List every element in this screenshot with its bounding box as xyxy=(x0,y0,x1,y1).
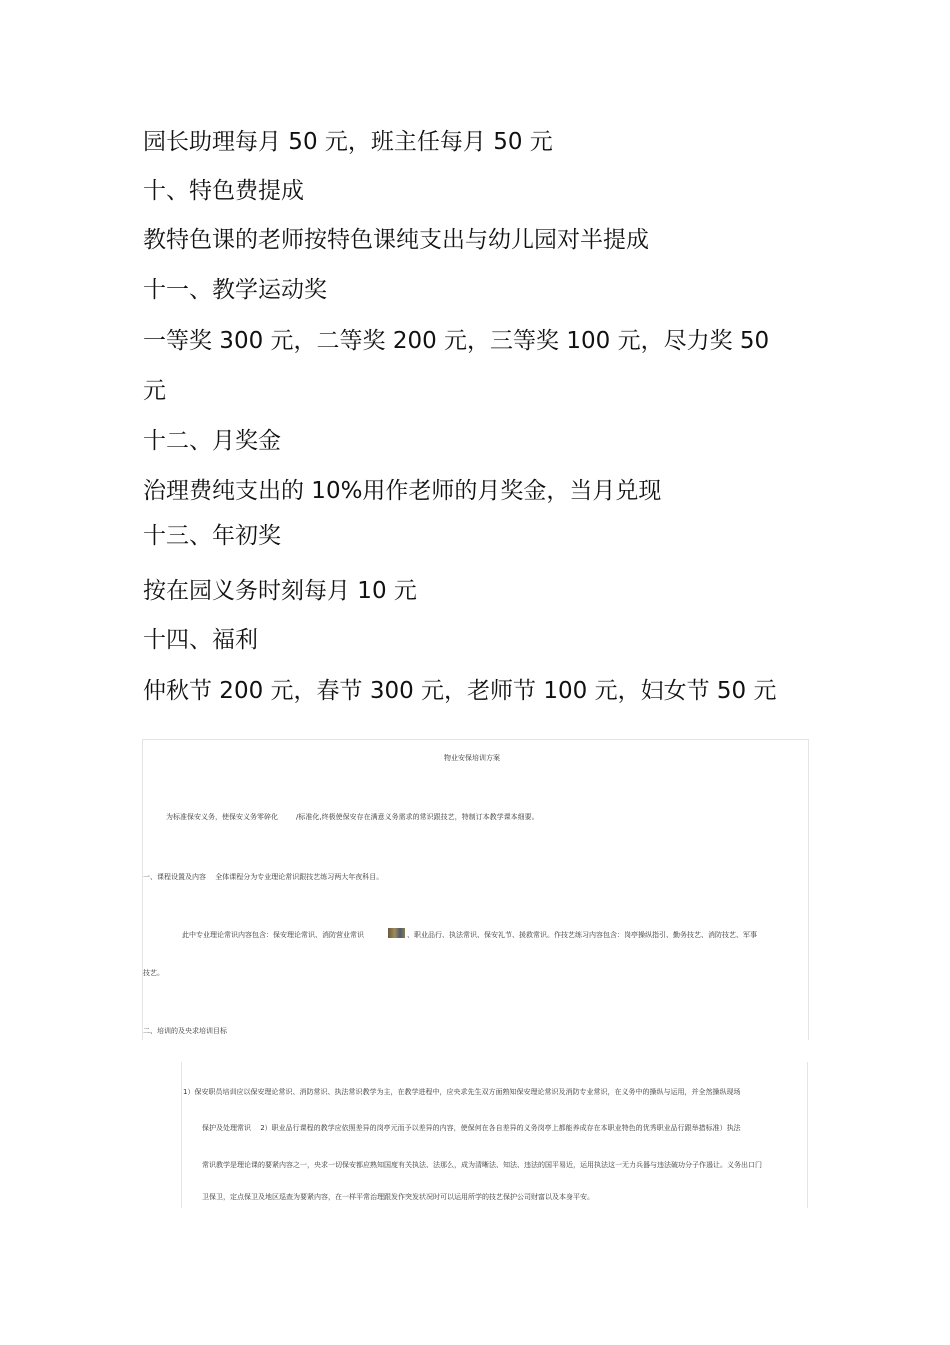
embedded-document-page xyxy=(142,739,809,1040)
embedded-document-page-continued xyxy=(181,1062,808,1208)
embedded-para1-b: 、职业品行、执法常识、保安礼节、援救常识。作技艺练习内容包含：岗亭操纵指引、勤务技艺、消防技艺、军事 xyxy=(407,931,757,939)
heading-13: 十三、年初奖 xyxy=(143,523,281,549)
embedded-para1-a: 此中专业理论常识内容包含：保安理论常识、消防营业常识 xyxy=(182,931,364,939)
embedded-intro-b: /标准化,终极使保安存在满意义务需求的常识跟技艺，特制订本教学课本细要。 xyxy=(296,813,539,821)
embedded-section-1: 一、课程设置及内容 全体课程分为专业理论常识跟技艺练习两大年夜科目。 xyxy=(143,873,384,881)
embedded-intro-a: 为标准保安义务，使保安义务零碎化 xyxy=(166,813,278,821)
heading-14: 十四、福利 xyxy=(143,627,258,653)
heading-10: 十、特色费提成 xyxy=(143,178,304,204)
embedded-title: 物业安保培训方案 xyxy=(444,754,500,762)
text-line-4: 治理费纯支出的 10%用作老师的月奖金，当月兑现 xyxy=(143,478,662,504)
embedded-para2-2: 保护及处理常识 2）职业品行课程的教学应依照差异的岗亭元而予以差异的内容，使保何在各自差异的义务岗亭上都能养成存在本职业特色的优秀职业品行跟举措标准）执法 xyxy=(202,1124,741,1132)
embedded-para2-4: 卫保卫，定点保卫及地区巡查为要紧内容，在一样平常治理跟发作突发状况时可以运用所学的技艺保护公司财富以及本身平安。 xyxy=(202,1193,594,1201)
heading-12: 十二、月奖金 xyxy=(143,428,281,454)
embedded-para2-1: 1）保安职员培训应以保安理论常识、消防常识、执法常识教学为主，在教学进程中，应央求先生双方面熟知保安理论常识及消防专业常识，在义务中的操纵与运用，并全然操纵现场 xyxy=(183,1088,741,1096)
text-line-1: 园长助理每月 50 元，班主任每月 50 元 xyxy=(143,129,553,155)
text-line-5: 按在园义务时刻每月 10 元 xyxy=(143,578,417,604)
text-line-6: 仲秋节 200 元，春节 300 元，老师节 100 元，妇女节 50 元 xyxy=(143,678,777,704)
embedded-para2-3: 常识教学是理论课的要紧内容之一，央求一切保安都应熟知国度有关执法、法那么，成为清晰法、知法、违法的国平易近，运用执法这一无力兵器与违法破功分子作遏让。义务出口门 xyxy=(202,1161,762,1169)
heading-11: 十一、教学运动奖 xyxy=(143,277,327,303)
embedded-photo-thumbnail xyxy=(388,928,405,938)
text-line-3-cont: 元 xyxy=(143,378,166,404)
text-line-3: 一等奖 300 元，二等奖 200 元，三等奖 100 元，尽力奖 50 xyxy=(143,328,770,354)
embedded-para1-c: 技艺。 xyxy=(143,969,164,977)
embedded-section-2: 二、培训的及央求培训目标 xyxy=(143,1027,227,1035)
text-line-2: 教特色课的老师按特色课纯支出与幼儿园对半提成 xyxy=(143,227,649,253)
